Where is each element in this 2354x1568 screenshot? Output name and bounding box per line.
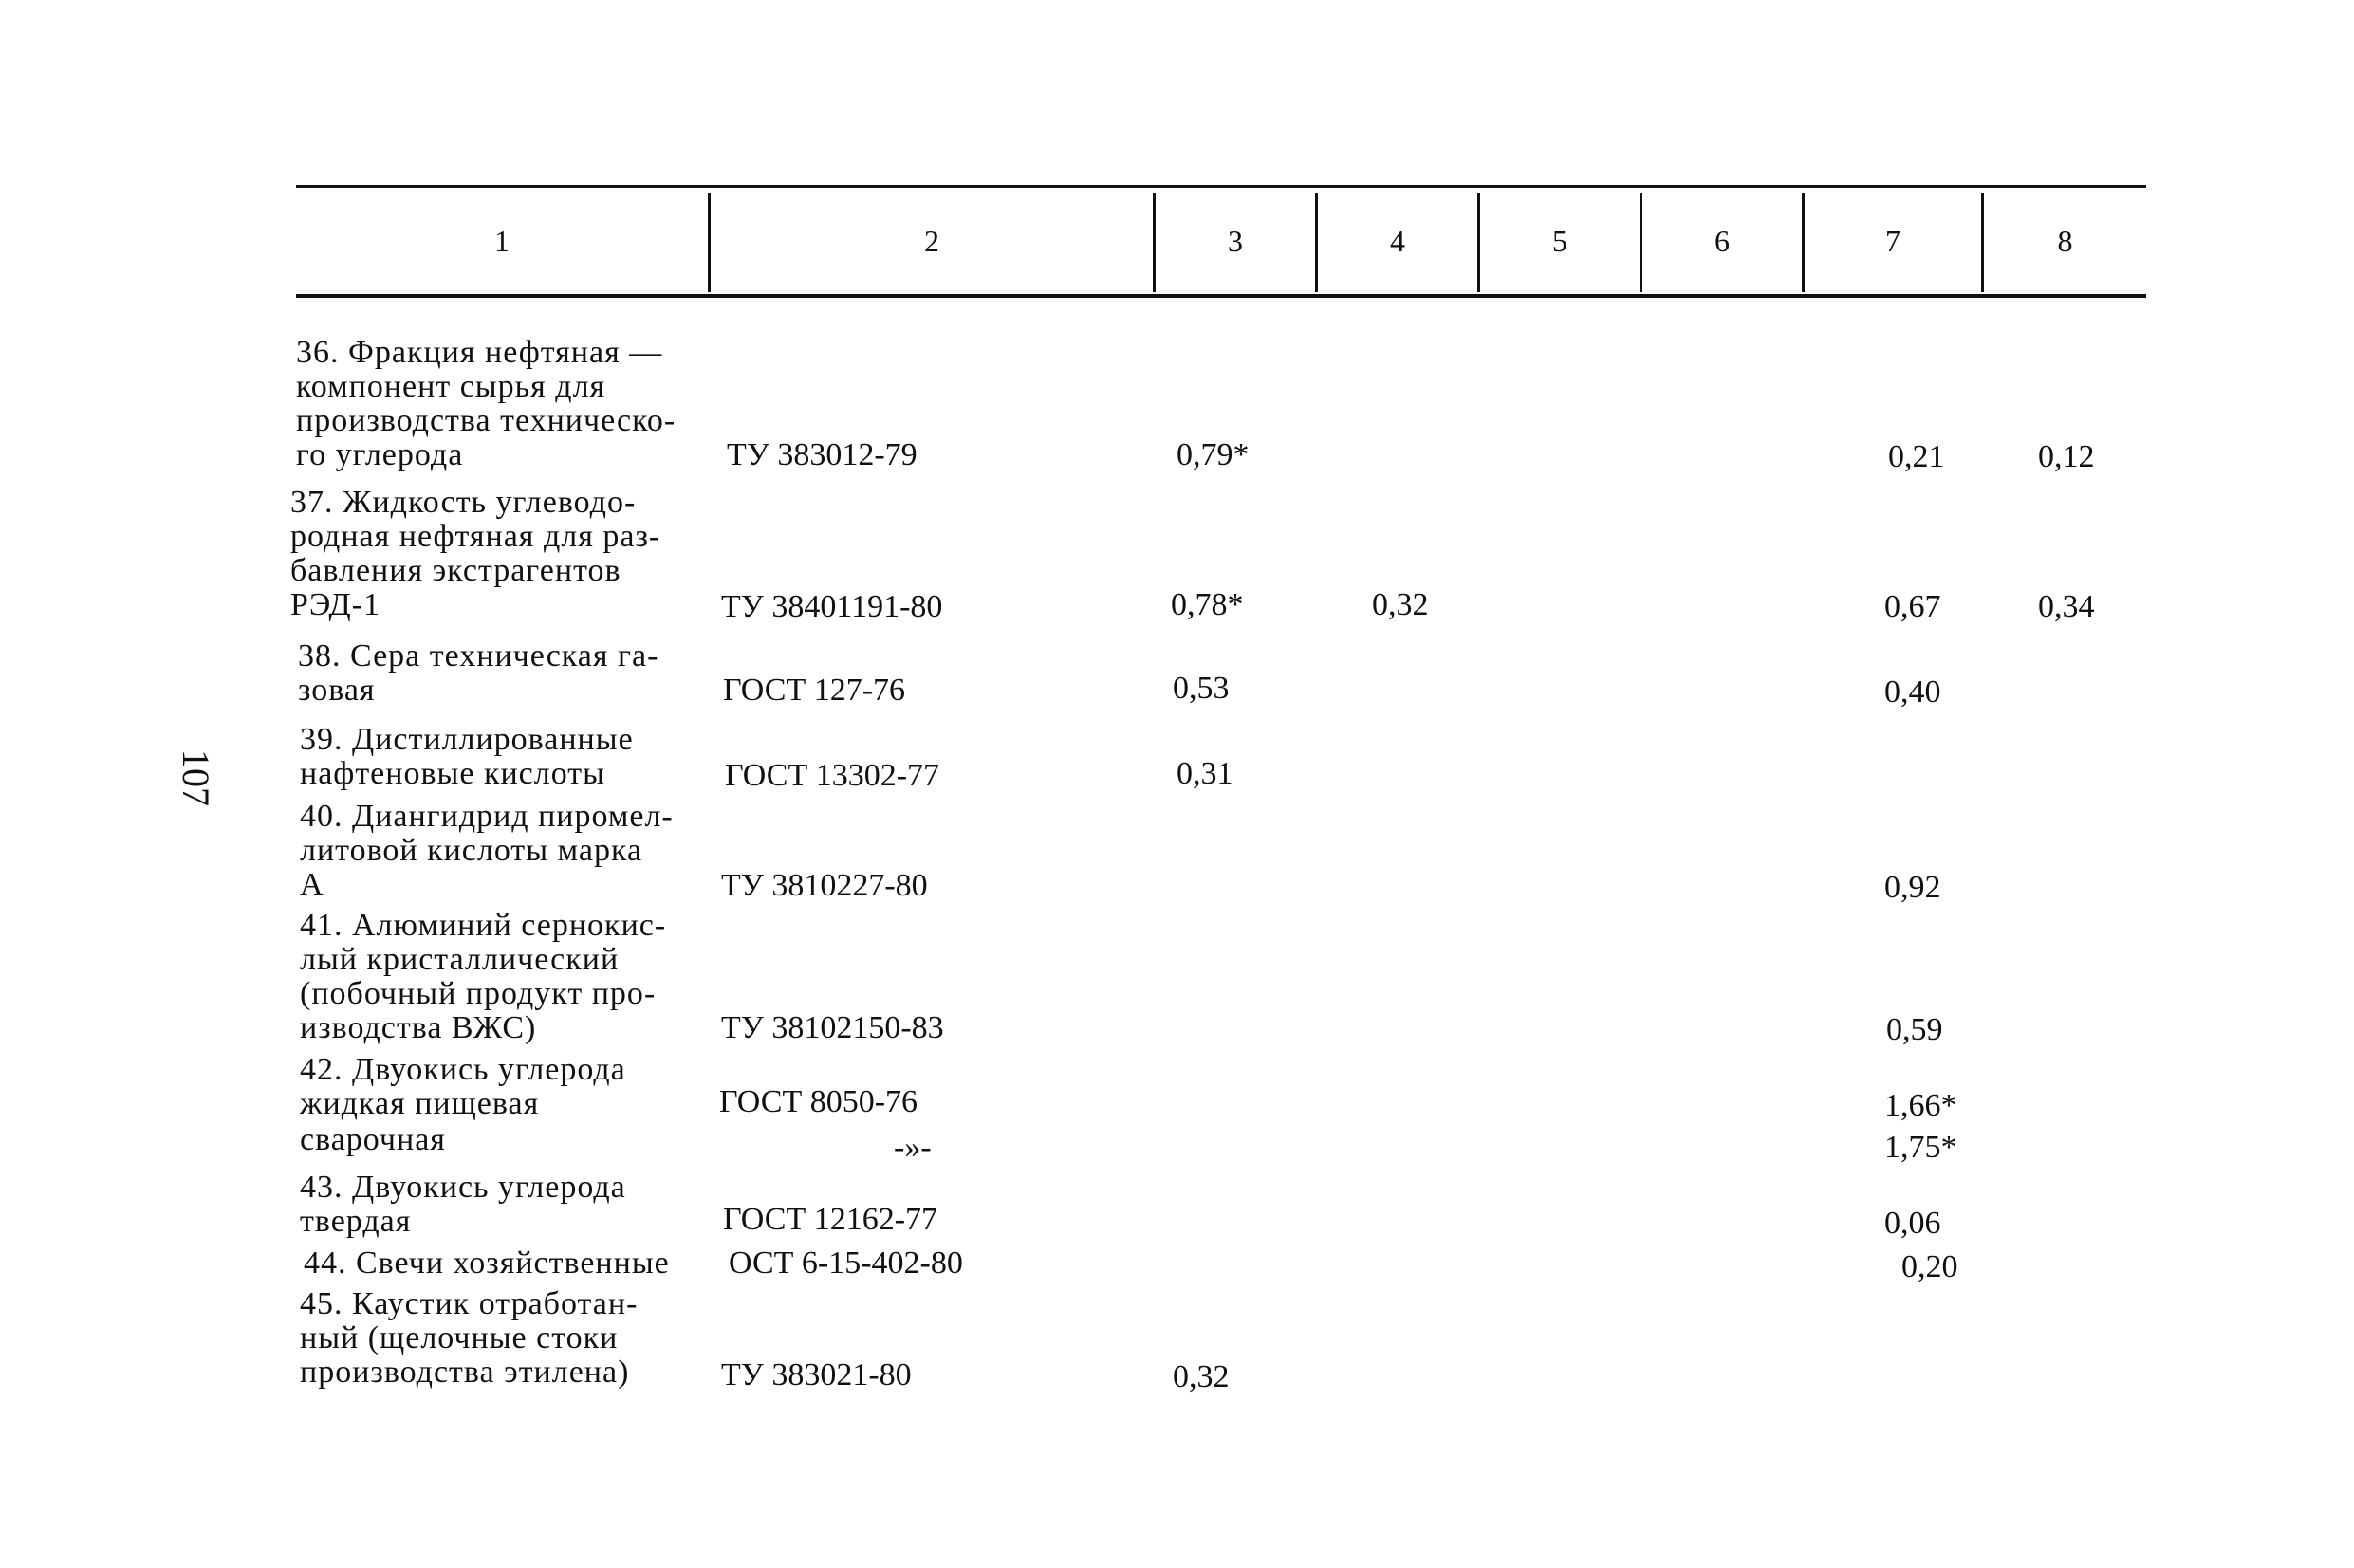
name-line: 44. Свечи хозяйственные xyxy=(304,1245,670,1281)
name-line: производства этилена) xyxy=(300,1355,630,1390)
table-cell-col7: 0,06 xyxy=(1884,1206,1941,1241)
name-line: литовой кислоты марка xyxy=(300,833,643,868)
table-row-name xyxy=(300,909,666,1045)
name-line: производства техническо- xyxy=(296,403,677,438)
table-cell-col7: 0,67 xyxy=(1884,589,1941,624)
table-row-name xyxy=(300,723,634,791)
table-row-name xyxy=(300,1171,626,1239)
name-line: 40. Диангидрид пиромел- xyxy=(300,799,674,834)
table-cell-col7: 0,40 xyxy=(1884,674,1941,710)
name-line: компонент сырья для xyxy=(296,369,606,404)
name-line: 37. Жидкость углеводо- xyxy=(290,485,637,520)
name-line: 38. Сера техническая га- xyxy=(298,638,659,673)
name-line: родная нефтяная для раз- xyxy=(290,519,661,554)
name-line: твердая xyxy=(300,1204,412,1239)
table-cell-col3: 0,79* xyxy=(1177,437,1250,472)
table-cell-doc: ТУ 38102150-83 xyxy=(721,1010,944,1045)
name-line: РЭД-1 xyxy=(290,587,381,622)
table-cell-col7: 0,21 xyxy=(1888,439,1945,474)
name-line: 43. Двуокись углерода xyxy=(300,1170,626,1205)
name-line: изводства ВЖС) xyxy=(300,1010,537,1045)
table-cell-col7: 0,59 xyxy=(1886,1012,1943,1047)
column-header-7: 7 xyxy=(1885,224,1900,258)
name-line: 39. Дистиллированные xyxy=(300,722,634,757)
name-line: 42. Двуокись углерода xyxy=(300,1052,626,1087)
table-cell-doc: ГОСТ 13302-77 xyxy=(725,758,940,793)
table-cell-doc: ТУ 383012-79 xyxy=(727,437,918,472)
name-line: 41. Алюминий сернокис- xyxy=(300,908,667,943)
column-header-4: 4 xyxy=(1390,224,1405,258)
column-header-5: 5 xyxy=(1552,224,1567,258)
name-line: нафтеновые кислоты xyxy=(300,756,605,791)
name-line: (побочный продукт про- xyxy=(300,976,657,1011)
name-line: жидкая пищевая xyxy=(300,1086,540,1121)
table-row-name xyxy=(296,336,676,472)
table-cell-col3: 0,53 xyxy=(1173,671,1230,706)
column-header-1: 1 xyxy=(494,224,510,258)
name-line: бавления экстрагентов xyxy=(290,553,621,588)
column-header-3: 3 xyxy=(1228,224,1243,258)
name-line: сварочная xyxy=(300,1122,446,1157)
table-cell-col7: 0,92 xyxy=(1884,870,1941,905)
table-header-rule xyxy=(296,294,2146,298)
column-header-6: 6 xyxy=(1715,224,1730,258)
page-number: 107 xyxy=(175,749,217,806)
table-row-name xyxy=(300,1053,626,1121)
table-cell-col3: 0,78* xyxy=(1171,587,1244,622)
table-cell-doc: ГОСТ 127-76 xyxy=(723,673,906,708)
name-line: ный (щелочные стоки xyxy=(300,1320,619,1356)
table-cell-col3: 0,31 xyxy=(1177,756,1233,791)
table-cell-col7: 1,66* xyxy=(1884,1088,1957,1123)
name-line: 45. Каустик отработан- xyxy=(300,1286,639,1321)
table-row-name xyxy=(298,639,658,708)
table-cell-doc: ТУ 3810227-80 xyxy=(721,868,928,903)
column-header-8: 8 xyxy=(2057,224,2073,258)
name-line: зовая xyxy=(298,673,376,708)
table-row-name xyxy=(300,800,674,902)
name-line: 36. Фракция нефтяная — xyxy=(296,335,663,370)
column-header-2: 2 xyxy=(924,224,939,258)
table-row-name xyxy=(304,1246,670,1281)
table-cell-doc: ГОСТ 8050-76 xyxy=(719,1084,918,1119)
table-top-rule xyxy=(296,185,2146,188)
table-cell-col7: 0,20 xyxy=(1901,1249,1958,1284)
name-line: го углерода xyxy=(296,437,464,472)
table-cell-col7: 1,75* xyxy=(1884,1130,1957,1165)
table-cell-col4: 0,32 xyxy=(1372,587,1429,622)
table-cell-col3: 0,32 xyxy=(1173,1359,1230,1394)
name-line: лый кристаллический xyxy=(300,942,620,977)
table-cell-doc: ТУ 38401191-80 xyxy=(721,589,943,624)
table-cell-doc: ГОСТ 12162-77 xyxy=(723,1202,938,1237)
table-cell-doc: ОСТ 6-15-402-80 xyxy=(729,1245,963,1281)
table-cell-col8: 0,34 xyxy=(2038,589,2095,624)
table-cell-col8: 0,12 xyxy=(2038,439,2095,474)
table-row-name xyxy=(300,1287,638,1390)
table-row-name xyxy=(300,1123,446,1157)
name-line: А xyxy=(300,867,324,902)
table-cell-doc: ТУ 383021-80 xyxy=(721,1357,912,1393)
table-cell-doc: -»- xyxy=(894,1130,932,1165)
table-row-name xyxy=(290,486,660,622)
